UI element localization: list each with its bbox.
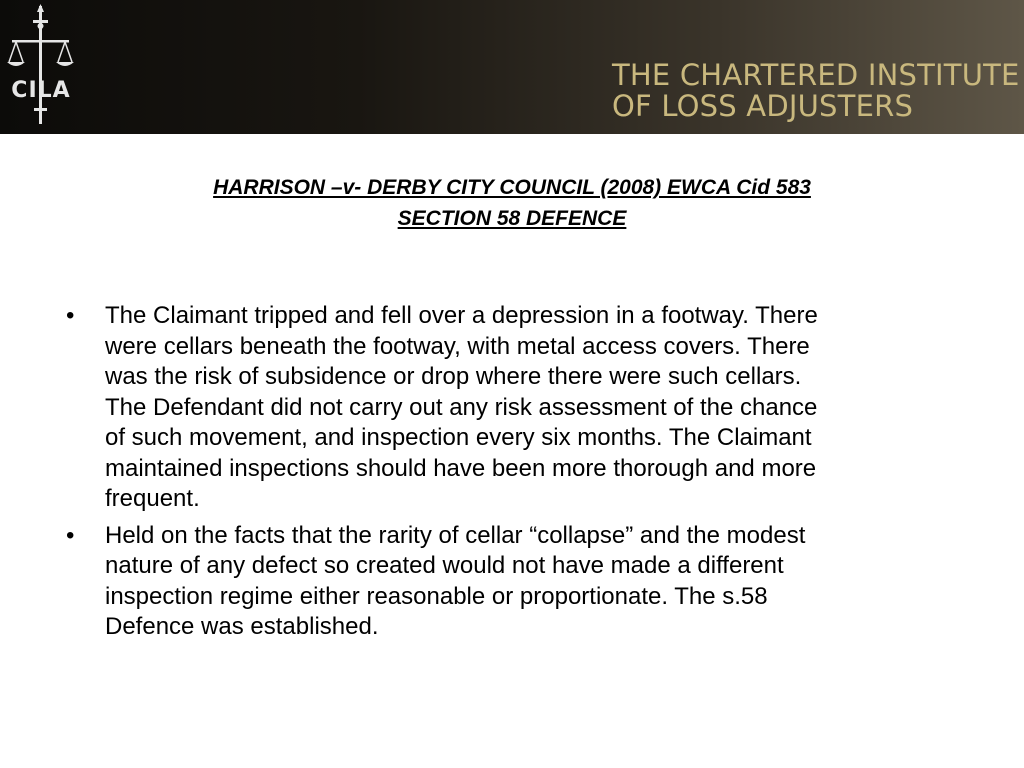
bullet-line: inspection regime either reasonable or proportionate. The s.58 xyxy=(105,582,768,610)
bullet-line: of such movement, and inspection every six months. The Claimant xyxy=(105,424,812,451)
header-banner xyxy=(0,0,1024,134)
bullet-line: were cellars beneath the footway, with metal access covers. There xyxy=(105,332,810,360)
bullet-item-2 xyxy=(0,521,1024,643)
bullet-line: The Claimant tripped and fell over a depression in a footway. There xyxy=(105,302,818,329)
cila-logo xyxy=(6,4,76,128)
bullet-list xyxy=(0,301,1024,649)
org-name-line-1: THE CHARTERED INSTITUTE xyxy=(612,58,1020,92)
bullet-marker: • xyxy=(66,521,75,549)
title-line-2: SECTION 58 DEFENCE xyxy=(397,207,627,230)
bullet-line: nature of any defect so created would not have made a different xyxy=(105,552,784,579)
title-line-1: HARRISON –v- DERBY CITY COUNCIL (2008) EWCA Cid 583 xyxy=(213,176,811,199)
bullet-item-1 xyxy=(0,301,1024,515)
organization-name xyxy=(612,60,1020,122)
bullet-line: was the risk of subsidence or drop where there were such cellars. xyxy=(105,363,802,390)
scales-of-justice-icon xyxy=(6,4,76,128)
org-name-line-2: OF LOSS ADJUSTERS xyxy=(612,89,914,123)
slide-title xyxy=(0,172,1024,234)
bullet-line: maintained inspections should have been more thorough and more xyxy=(105,454,817,482)
bullet-line: frequent. xyxy=(105,485,200,512)
bullet-line: Defence was established. xyxy=(105,613,379,640)
bullet-marker: • xyxy=(66,302,75,329)
bullet-line: Held on the facts that the rarity of cellar “collapse” and the modest xyxy=(105,521,806,549)
bullet-line: The Defendant did not carry out any risk assessment of the chance xyxy=(105,393,818,421)
logo-text: CILA xyxy=(11,78,71,103)
